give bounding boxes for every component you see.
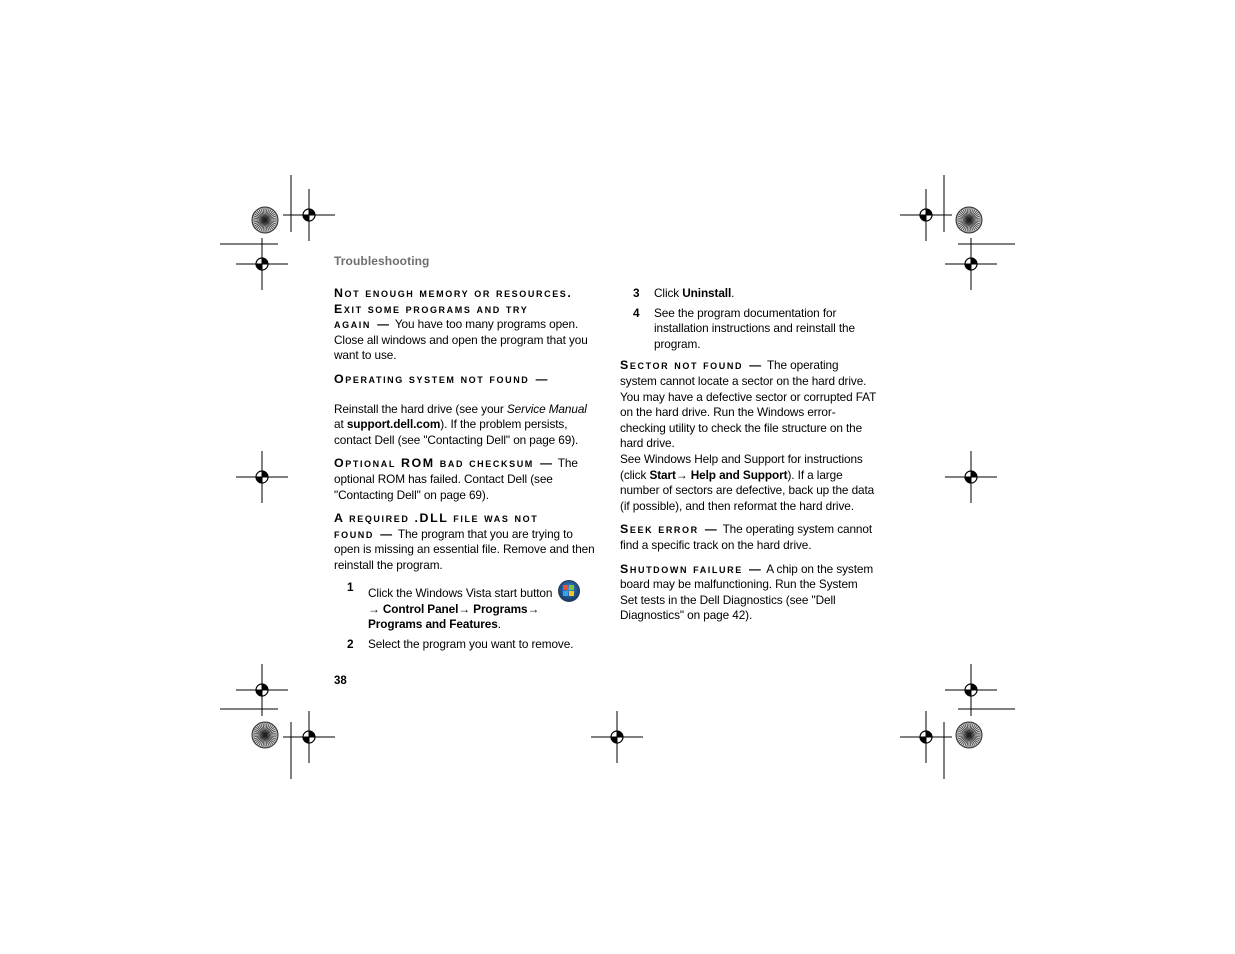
service-manual-ref: Service Manual <box>506 401 587 416</box>
arrow-icon: → <box>368 601 380 616</box>
crosshair-target-icon <box>945 238 997 290</box>
dll-dash: — <box>380 526 392 541</box>
seek-body: The operating system cannot find a specific track on the hard drive. <box>620 522 873 552</box>
crosshair-target-icon <box>236 451 288 503</box>
step-end: . <box>731 286 735 300</box>
shutdown-dash: — <box>749 561 761 576</box>
step-text: Click <box>654 286 683 300</box>
dll-entry <box>334 511 596 573</box>
step-item <box>620 306 876 353</box>
windows-vista-start-icon <box>558 580 580 602</box>
os-body-3: ). If the problem persists, contact Dell (see "Contacting Dell" on page 69). <box>334 417 579 447</box>
seek-error-entry <box>620 522 876 553</box>
rom-body: The optional ROM has failed. Contact Dell (see "Contacting Dell" on page 69). <box>334 456 578 502</box>
step-text: Select the program you want to remove. <box>368 636 574 651</box>
crosshair-target-icon <box>236 238 288 290</box>
memory-body: You have too many programs open. Close all windows and open the program that you want to use. <box>334 317 588 363</box>
dll-heading-dll: .DLL <box>414 511 449 526</box>
os-not-found-entry <box>334 372 596 388</box>
memory-heading-line3: again <box>334 317 371 332</box>
uninstall-label: Uninstall <box>682 286 732 300</box>
step-number: 1 <box>347 579 354 594</box>
uninstall-steps-list <box>334 580 596 653</box>
start-label: Start <box>649 467 676 482</box>
right-column <box>620 286 876 632</box>
uninstall-steps-continued <box>620 286 876 352</box>
rom-heading-pre: Optional <box>334 456 401 471</box>
help-support-label: Help and Support <box>690 467 788 482</box>
step-item <box>620 286 876 302</box>
starburst-target-icon <box>956 207 982 233</box>
step-number: 4 <box>633 305 640 320</box>
shutdown-body: A chip on the system board may be malfunctioning. Run the System Set tests in the Dell Diagnostics (see "Dell Diagnostics" on page 42). <box>620 561 874 623</box>
starburst-target-icon <box>252 722 278 748</box>
programs-features-label: Programs and Features <box>368 617 498 632</box>
sector-not-found-entry <box>620 358 876 452</box>
dll-heading-post: file was not <box>448 511 539 526</box>
shutdown-failure-entry <box>620 562 876 624</box>
support-site-link: support.dell.com <box>346 417 441 432</box>
dll-body: The program that you are trying to open is missing an essential file. Remove and then reinstall the program. <box>334 526 595 572</box>
step-text: See the program documentation for installation instructions and reinstall the program. <box>654 305 855 351</box>
dll-heading-pre: A required <box>334 511 415 526</box>
step-item <box>334 580 596 633</box>
sector-heading: Sector not found <box>620 358 744 373</box>
sector-body-2-post: ). If a large number of sectors are defective, back up the data (if possible), and then reformat the hard drive. <box>620 467 875 513</box>
sector-dash: — <box>749 358 761 373</box>
optional-rom-entry <box>334 456 596 503</box>
sector-body-2 <box>620 452 876 514</box>
crosshair-target-icon <box>591 711 643 763</box>
crosshair-target-icon <box>945 451 997 503</box>
starburst-target-icon <box>956 722 982 748</box>
rom-heading-post: bad checksum <box>434 456 534 471</box>
dll-heading-line2: found <box>334 526 374 541</box>
sector-body-2-pre: See Windows Help and Support for instructions (click <box>620 451 863 482</box>
section-header: Troubleshooting <box>334 254 430 268</box>
shutdown-heading: Shutdown failure <box>620 561 743 576</box>
arrow-icon: → <box>458 601 470 616</box>
seek-heading: Seek error <box>620 522 699 537</box>
step-number: 2 <box>347 636 354 651</box>
arrow-icon: → <box>527 601 540 616</box>
os-body-1: Reinstall the hard drive (see your <box>334 401 507 416</box>
arrow-icon: → <box>675 467 688 482</box>
rom-dash: — <box>540 456 552 471</box>
memory-heading-line1: Not enough memory or resources. <box>334 286 573 300</box>
step-text: Click the Windows Vista start button <box>368 585 553 600</box>
control-panel-label: Control Panel <box>382 601 459 616</box>
os-heading: Operating system not found <box>334 371 530 386</box>
os-body <box>334 402 596 449</box>
crosshair-target-icon <box>945 664 997 716</box>
step-end: . <box>497 617 501 632</box>
page-number: 38 <box>334 675 347 687</box>
memory-resources-entry <box>334 286 596 364</box>
programs-label: Programs <box>473 601 528 616</box>
seek-dash: — <box>704 522 717 537</box>
os-body-2: at <box>334 417 347 432</box>
crosshair-target-icon <box>236 664 288 716</box>
starburst-target-icon <box>252 207 278 233</box>
os-dash: — <box>535 371 548 386</box>
step-item <box>334 637 596 653</box>
step-number: 3 <box>633 286 640 300</box>
rom-heading-rom: ROM <box>400 456 435 471</box>
memory-heading-line2: Exit some programs and try <box>334 301 529 316</box>
left-column <box>334 286 596 658</box>
sector-body-1: The operating system cannot locate a sector on the hard drive. You may have a defective sector or corrupted FAT on the hard drive. Run the Windows error-checking utility to check the file structure on the hard drive. <box>620 358 876 451</box>
memory-dash: — <box>377 317 389 332</box>
